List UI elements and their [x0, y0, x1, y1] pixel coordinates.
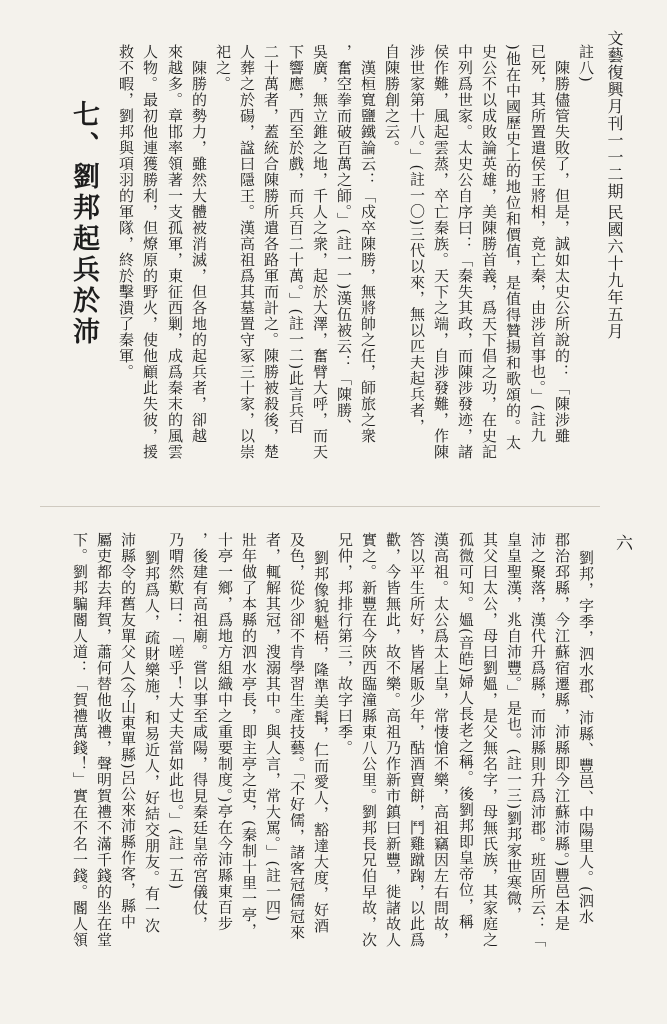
text-column: 壯年做了本縣的泗水亭長，即主亭之吏，(秦制十里一亭，: [240, 532, 258, 939]
text-column: 劉邦，字季，泗水郡、沛縣、豐邑、中陽里人。(泗水: [577, 550, 595, 925]
text-column: 史公不以成敗論英雄，美陳勝首義，爲天下倡之功，在史記: [480, 44, 498, 460]
text-column: 來越多。章邯率領著一支孤軍，東征西剿，成爲秦末的風雲: [166, 44, 184, 460]
section-title: 七、劉邦起兵於沛: [68, 100, 99, 348]
text-column: 漢桓寬鹽鐵論云：「戍卒陳勝，無將帥之任，師旅之衆: [359, 60, 377, 444]
page-number: 六: [612, 534, 632, 552]
text-column: 兄仲，邦排行第三，故字曰季。: [336, 532, 354, 756]
text-column: 沛縣令的舊友單父人(今山東單縣)呂公來沛縣作客，縣中: [119, 532, 137, 930]
text-column: 救不暇，劉邦與項羽的軍隊，終於擊潰了秦軍。: [117, 44, 135, 380]
text-column: )他在中國歷史上的地位和價值，是值得贊揚和歌頌的。太: [504, 44, 522, 451]
text-column: 吳廣，無立錐之地，千人之衆，起於大澤，奮臂大呼，而天: [311, 44, 329, 460]
issue-date: 民國六十九年五月: [605, 204, 624, 340]
text-column: 陳勝儘管失敗了，但是，誠如太史公所說的：「陳涉雖: [553, 60, 571, 444]
text-column: 劉邦像貌魁梧，隆準美髯，仁而愛人，豁達大度，好酒: [312, 550, 330, 934]
text-column: 人物。最初他連獲勝利，但燎原的野火，使他顧此失彼，援: [141, 44, 159, 460]
text-column: 人葬之於碭，諡曰隱王。漢高祖爲其墓置守冢三十家，以崇: [238, 44, 256, 460]
text-column: 答以平生所好，皆屠販少年，酤酒賣餅，鬥雞蹴踘，以此爲: [408, 532, 426, 948]
page-divider: [40, 506, 600, 507]
text-column: 陳勝的勢力，雖然大體被消滅，但各地的起兵者，卻越: [190, 60, 208, 444]
text-column: 中列爲世家。太史公自序曰：「秦失其政，而陳涉發迹，諸: [456, 44, 474, 460]
text-column: 侯作難，風起雲蒸，卒亡秦族。天下之端，自涉發難，作陳: [432, 44, 450, 460]
text-column: 二十萬者，蓋統合陳勝所遣各路軍而計之。陳勝被殺後，楚: [262, 44, 280, 460]
text-column: 漢高祖。太公爲太上皇，常悽愴不樂，高祖竊因左右問故，: [432, 532, 450, 948]
text-column: 劉邦爲人，疏財樂施，和易近人，好結交朋友。有一次: [143, 550, 161, 934]
text-column: 下。劉邦騙閽人道：「賀禮萬錢！」實在不名一錢。閽人領: [71, 532, 89, 948]
text-column: 實之。新豐在今陝西臨潼縣東八公里。劉邦長兄伯早故，次: [360, 532, 378, 948]
text-column: ，奮空拳而破百萬之師。」(註一一)漢伍被云：「陳勝、: [335, 44, 353, 435]
text-column: 及色，從少卻不肯學習生產技藝。「不好儒，諸客冠儒冠來: [288, 532, 306, 941]
text-column: 涉世家第十八。」(註一〇)三代以來，無以匹夫起兵者，: [408, 44, 426, 435]
text-column: 十亭一鄉，爲地方組織中之重要制度。)亭在今沛縣東百步: [216, 532, 234, 932]
text-column: 皇皇聖漢，兆自沛豐。」是也。(註一三)劉邦家世寒微，: [505, 532, 523, 923]
text-column: 者，輒解其冠，溲溺其中。與人言，常大罵。」(註一四): [264, 532, 282, 923]
text-column: ，後建有高祖廟。嘗以事至咸陽，得見秦廷皇帝宮儀仗，: [191, 532, 209, 932]
text-column: 郡治邳縣，今江蘇宿遷縣，沛縣即今江蘇沛縣。)豐邑本是: [553, 532, 571, 932]
text-column: 自陳勝創之云。: [383, 44, 401, 156]
text-column: 下響應，西至於戲，而兵百二十萬。」(註一二)此言兵百: [287, 44, 305, 435]
text-column: 歡，今皆無此，故不樂。高祖乃作新市鎮曰新豐，徙諸故人: [384, 532, 402, 948]
journal-header: 文藝復興月刊一一二期: [605, 30, 624, 200]
text-column: 乃喟然歎曰：「嗟乎！大丈夫當如此也。」(註一五): [167, 532, 185, 891]
text-column: 已死，其所置遣侯王將相，竟亡秦，由涉首事也。」(註九: [529, 44, 547, 444]
text-column: 祀之。: [214, 44, 232, 92]
text-column: 孤微可知。媼(音皓)婦人長老之稱。後劉邦即皇帝位，稱: [457, 532, 475, 930]
text-column: 沛之聚落，漢代升爲縣，而沛縣則升爲沛郡。班固所云：「: [529, 532, 547, 948]
text-column: 屬吏都去拜賀，蕭何替他收禮，聲明賀禮不滿千錢的坐在堂: [95, 532, 113, 948]
text-column: 註八): [577, 44, 595, 83]
text-column: 其父曰太公，母曰劉媼，是父無名字，母無氏族，其家庭之: [481, 532, 499, 948]
